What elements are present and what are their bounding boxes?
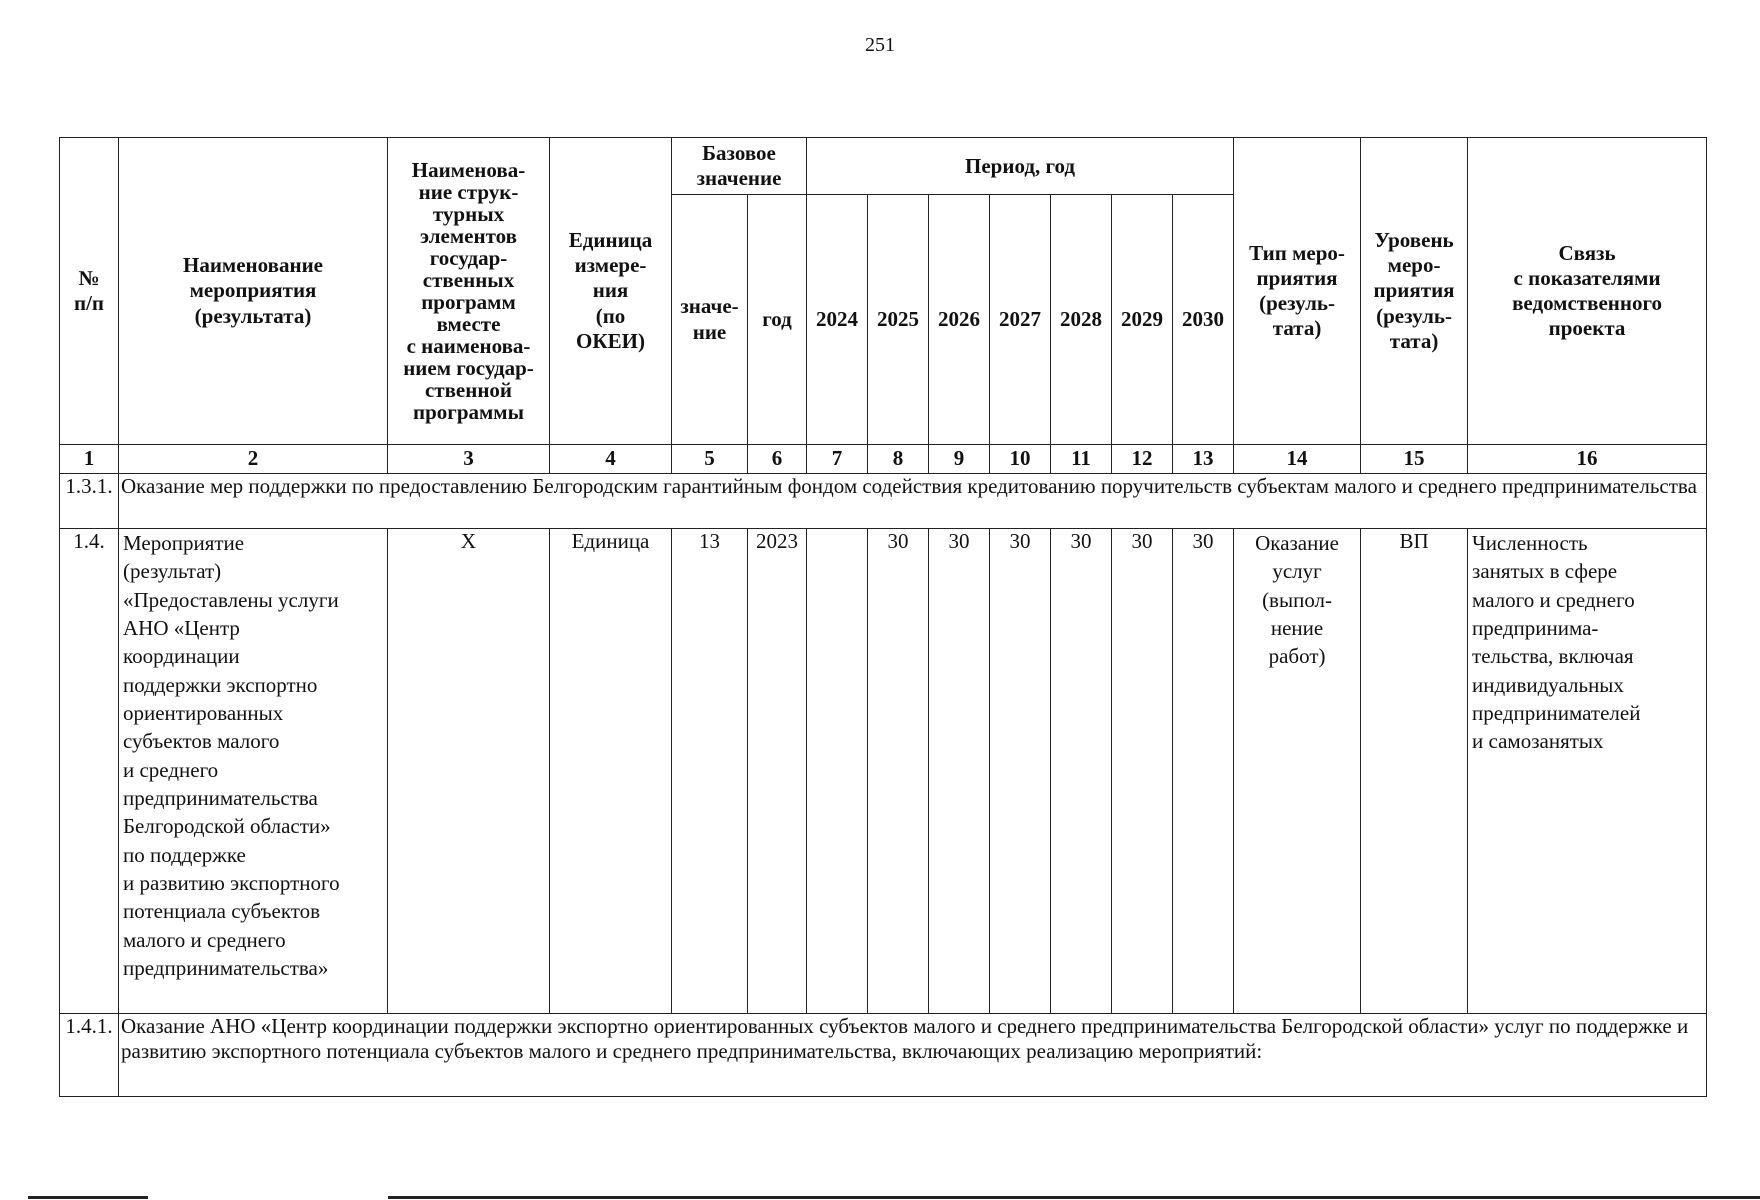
base-year: 2023 bbox=[748, 529, 807, 1014]
column-number: 15 bbox=[1361, 445, 1468, 474]
header-year-2029: 2029 bbox=[1112, 195, 1173, 445]
header-base-value-group: Базовое значение bbox=[672, 138, 807, 195]
header-measure-name: Наименование мероприятия (результата) bbox=[119, 138, 388, 445]
unit: Единица bbox=[550, 529, 672, 1014]
header-row-top bbox=[60, 138, 1707, 195]
section-text: Оказание АНО «Центр координации поддержки экспортно ориентированных субъектов малого и среднего предпринимательства Белгородской области» услуг по поддержке и развитию экспортного потенциала субъектов малого и среднего предпринимательства, включающих реализацию мероприятий: bbox=[119, 1014, 1707, 1097]
header-base-value: значе- ние bbox=[672, 195, 748, 445]
header-project-link: Связь с показателями ведомственного проекта bbox=[1468, 138, 1707, 445]
structural-element: X bbox=[388, 529, 550, 1014]
measure-level: ВП bbox=[1361, 529, 1468, 1014]
header-year-2028: 2028 bbox=[1051, 195, 1112, 445]
row-number: 1.4. bbox=[60, 529, 119, 1014]
column-numbers-row bbox=[60, 445, 1707, 474]
header-year-2027: 2027 bbox=[990, 195, 1051, 445]
section-text: Оказание мер поддержки по предоставлению Белгородским гарантийным фондом содействия кредитованию поручительств субъектам малого и среднего предпринимательства bbox=[119, 474, 1707, 529]
column-number: 4 bbox=[550, 445, 672, 474]
column-number: 3 bbox=[388, 445, 550, 474]
column-number: 13 bbox=[1173, 445, 1234, 474]
column-number: 9 bbox=[929, 445, 990, 474]
header-structural-elements: Наименова- ние струк- турных элементов государ- ственных программ вместе с наименова- нием государ- ственной программы bbox=[388, 138, 550, 445]
column-number: 10 bbox=[990, 445, 1051, 474]
measure-row-1-4 bbox=[60, 529, 1707, 1014]
column-number: 14 bbox=[1234, 445, 1361, 474]
value-2026: 30 bbox=[929, 529, 990, 1014]
row-number: 1.3.1. bbox=[60, 474, 119, 529]
value-2030: 30 bbox=[1173, 529, 1234, 1014]
header-period-group: Период, год bbox=[807, 138, 1234, 195]
header-measure-level: Уровень меро- приятия (резуль- тата) bbox=[1361, 138, 1468, 445]
value-2025: 30 bbox=[868, 529, 929, 1014]
column-number: 2 bbox=[119, 445, 388, 474]
column-number: 11 bbox=[1051, 445, 1112, 474]
column-number: 7 bbox=[807, 445, 868, 474]
header-year-2024: 2024 bbox=[807, 195, 868, 445]
row-number: 1.4.1. bbox=[60, 1014, 119, 1097]
page-number: 251 bbox=[865, 34, 895, 56]
value-2024 bbox=[807, 529, 868, 1014]
value-2027: 30 bbox=[990, 529, 1051, 1014]
header-year-2030: 2030 bbox=[1173, 195, 1234, 445]
footer-rule-left bbox=[28, 1196, 148, 1199]
footer-rule-right bbox=[388, 1196, 1760, 1199]
measure-type: Оказание услуг (выпол- нение работ) bbox=[1234, 529, 1361, 1014]
header-number: № п/п bbox=[60, 138, 119, 445]
column-number: 12 bbox=[1112, 445, 1173, 474]
measures-table bbox=[59, 137, 1707, 1097]
value-2028: 30 bbox=[1051, 529, 1112, 1014]
column-number: 16 bbox=[1468, 445, 1707, 474]
header-measure-type: Тип меро- приятия (резуль- тата) bbox=[1234, 138, 1361, 445]
header-base-year: год bbox=[748, 195, 807, 445]
column-number: 8 bbox=[868, 445, 929, 474]
section-row-1-3-1 bbox=[60, 474, 1707, 529]
section-row-1-4-1 bbox=[60, 1014, 1707, 1097]
header-year-2025: 2025 bbox=[868, 195, 929, 445]
value-2029: 30 bbox=[1112, 529, 1173, 1014]
column-number: 1 bbox=[60, 445, 119, 474]
header-unit: Единица измере- ния (по ОКЕИ) bbox=[550, 138, 672, 445]
column-number: 5 bbox=[672, 445, 748, 474]
measure-name: Мероприятие (результат) «Предоставлены услуги АНО «Центр координации поддержки экспортно ориентированных субъектов малого и среднего предпринимательства Белгородской области» по поддержке и развитию экспортного потенциала субъектов малого и среднего предпринимательства» bbox=[119, 529, 388, 1014]
base-value: 13 bbox=[672, 529, 748, 1014]
column-number: 6 bbox=[748, 445, 807, 474]
header-year-2026: 2026 bbox=[929, 195, 990, 445]
project-indicator-link: Численность занятых в сфере малого и среднего предпринима- тельства, включая индивидуальных предпринимателей и самозанятых bbox=[1468, 529, 1707, 1014]
